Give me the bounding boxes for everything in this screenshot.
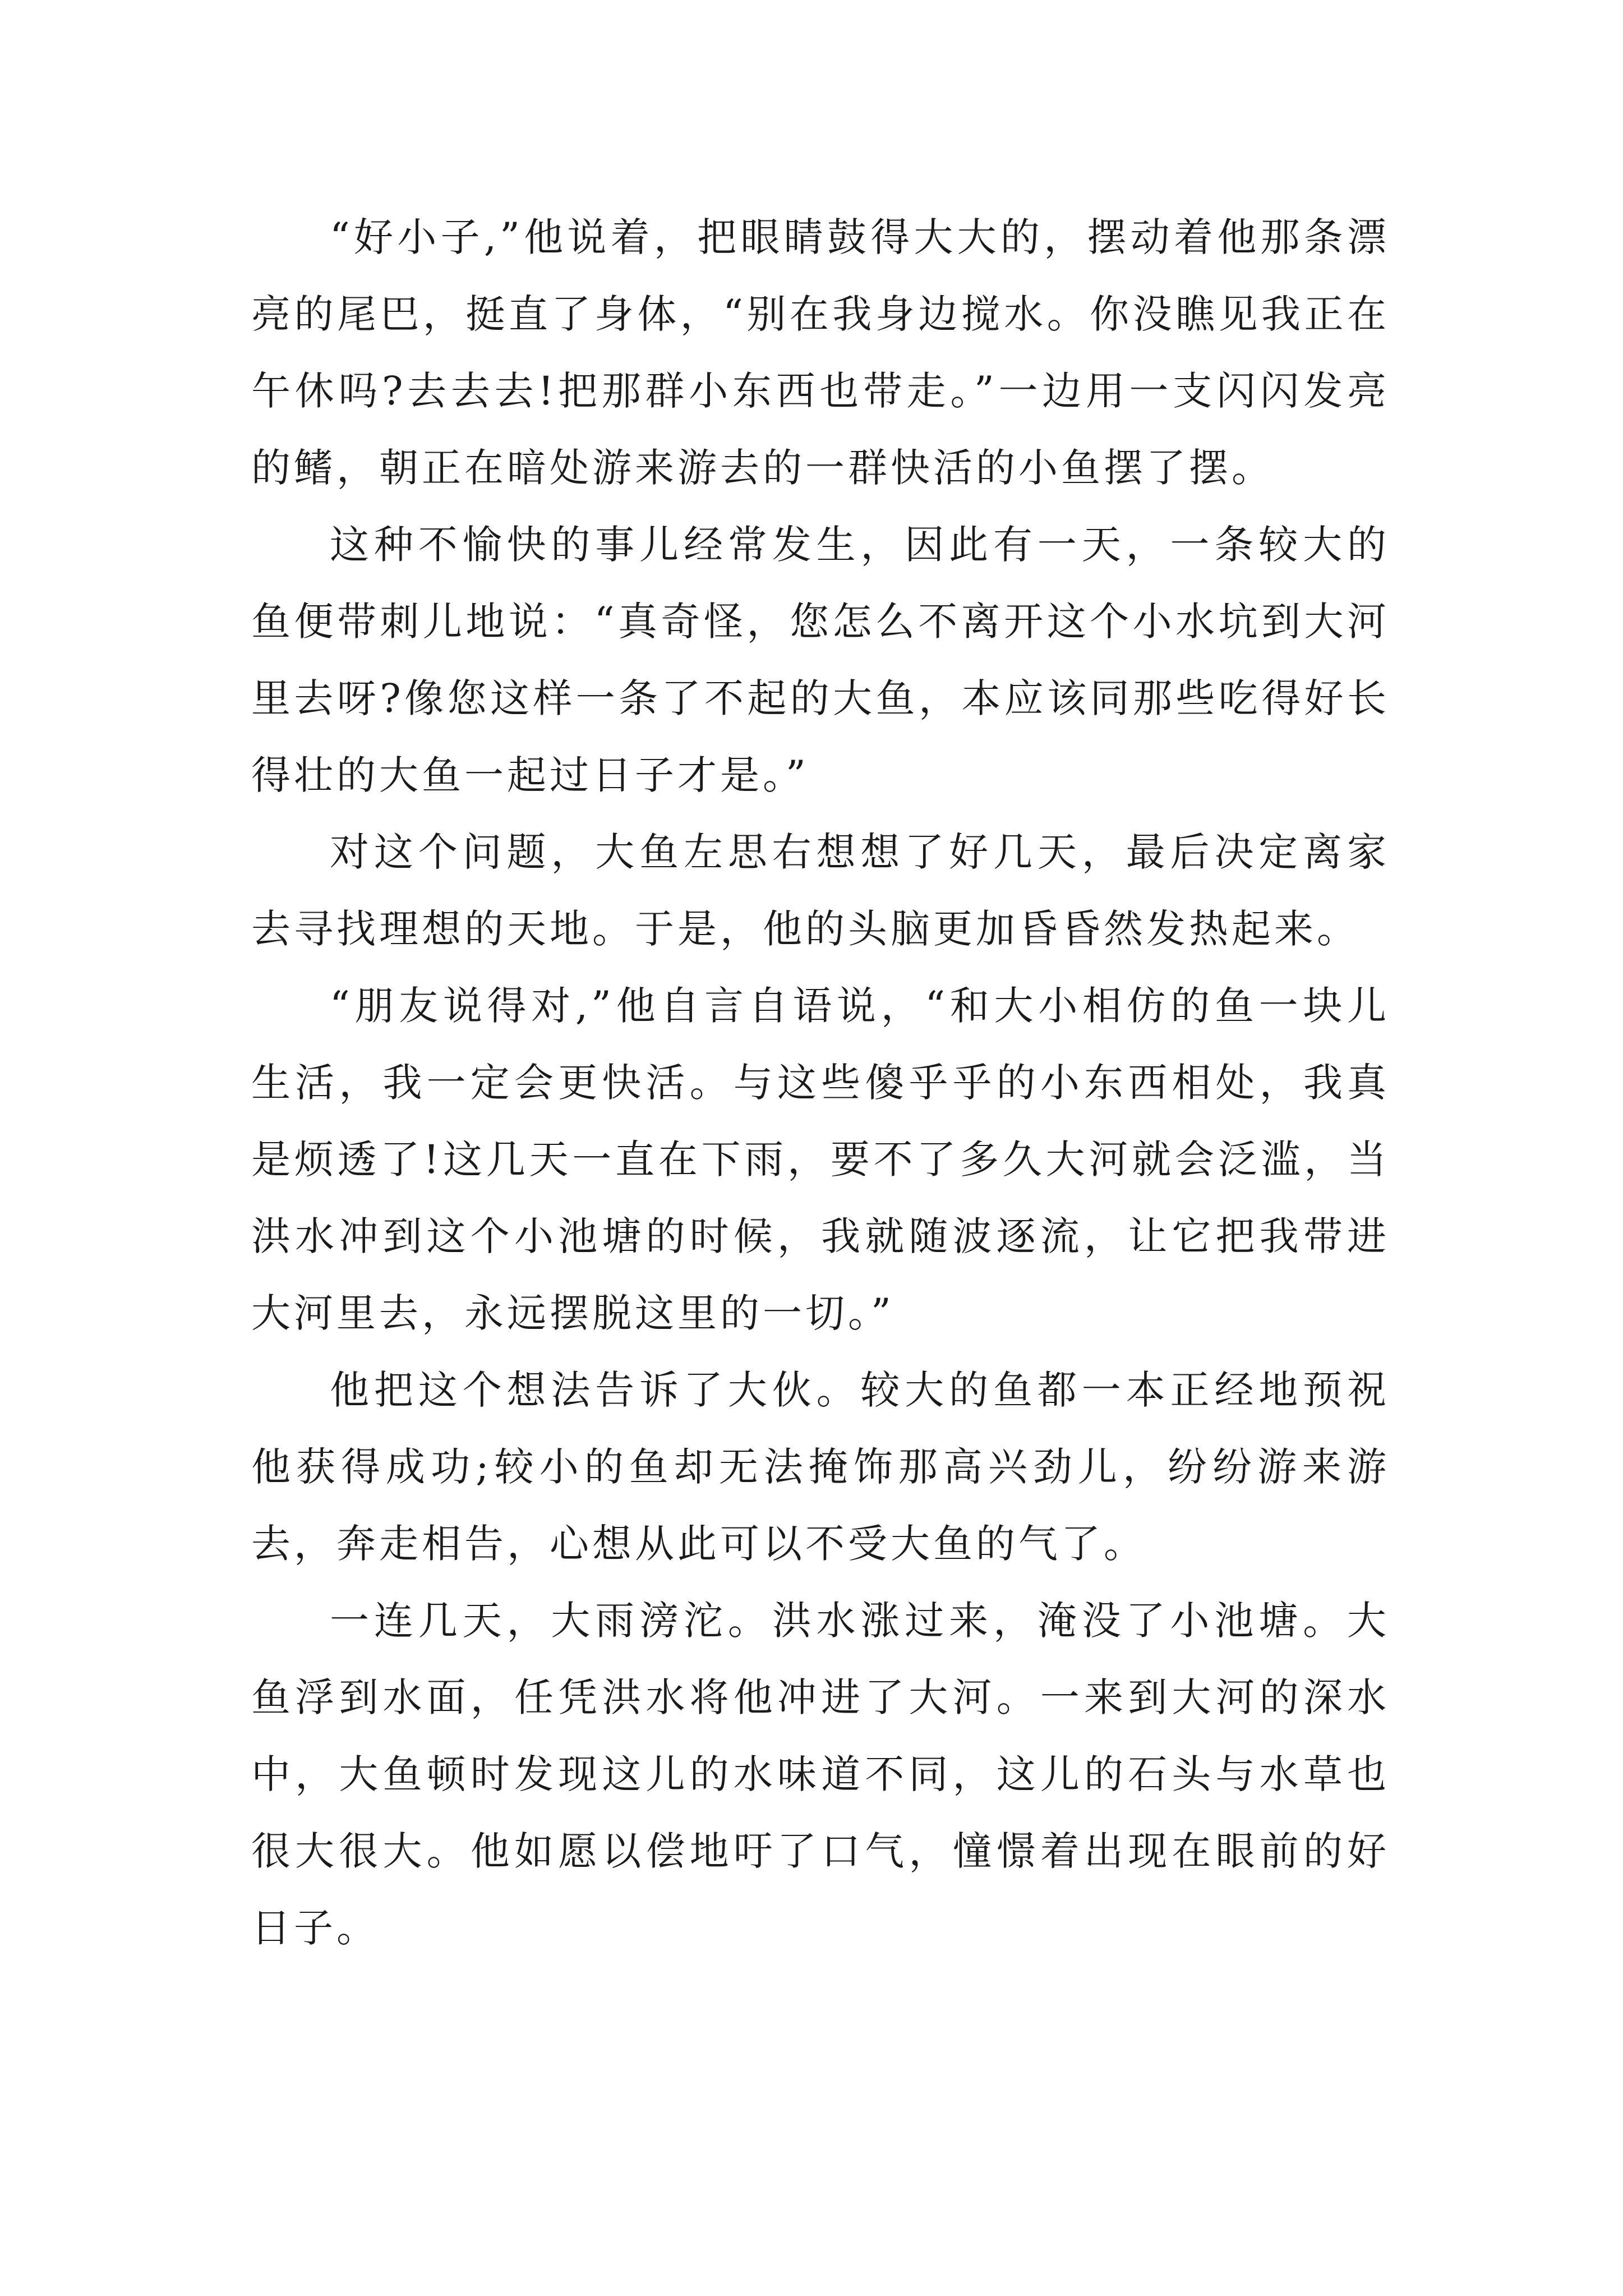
- paragraph-6: 一连几天，大雨滂沱。洪水涨过来，淹没了小池塘。大鱼浮到水面，任凭洪水将他冲进了大河。一来到大河的深水中，大鱼顿时发现这儿的水味道不同，这儿的石头与水草也很大很大。他如愿以偿地吁了口气，憧憬着出现在眼前的好日子。: [251, 1598, 1390, 1951]
- paragraph-5: 他把这个想法告诉了大伙。较大的鱼都一本正经地预祝他获得成功;较小的鱼却无法掩饰那高兴劲儿，纷纷游来游去，奔走相告，心想从此可以不受大鱼的气了。: [251, 1367, 1390, 1567]
- paragraph-1: “好小子,”他说着，把眼睛鼓得大大的，摆动着他那条漂亮的尾巴，挺直了身体，“别在我身边搅水。你没瞧见我正在午休吗?去去去!把那群小东西也带走。”一边用一支闪闪发亮的鳍，朝正在暗处游来游去的一群快活的小鱼摆了摆。: [251, 214, 1390, 491]
- paragraph-3: 对这个问题，大鱼左思右想想了好几天，最后决定离家去寻找理想的天地。于是，他的头脑更加昏昏然发热起来。: [251, 829, 1390, 952]
- paragraph-4: “朋友说得对,”他自言自语说，“和大小相仿的鱼一块儿生活，我一定会更快活。与这些傻乎乎的小东西相处，我真是烦透了!这几天一直在下雨，要不了多久大河就会泛滥，当洪水冲到这个小池塘的时候，我就随波逐流，让它把我带进大河里去，永远摆脱这里的一切。”: [251, 983, 1390, 1336]
- story-text: [251, 199, 1390, 1967]
- paragraph-2: 这种不愉快的事儿经常发生，因此有一天，一条较大的鱼便带刺儿地说：“真奇怪，您怎么不离开这个小水坑到大河里去呀?像您这样一条了不起的大鱼，本应该同那些吃得好长得壮的大鱼一起过日子才是。”: [251, 522, 1390, 798]
